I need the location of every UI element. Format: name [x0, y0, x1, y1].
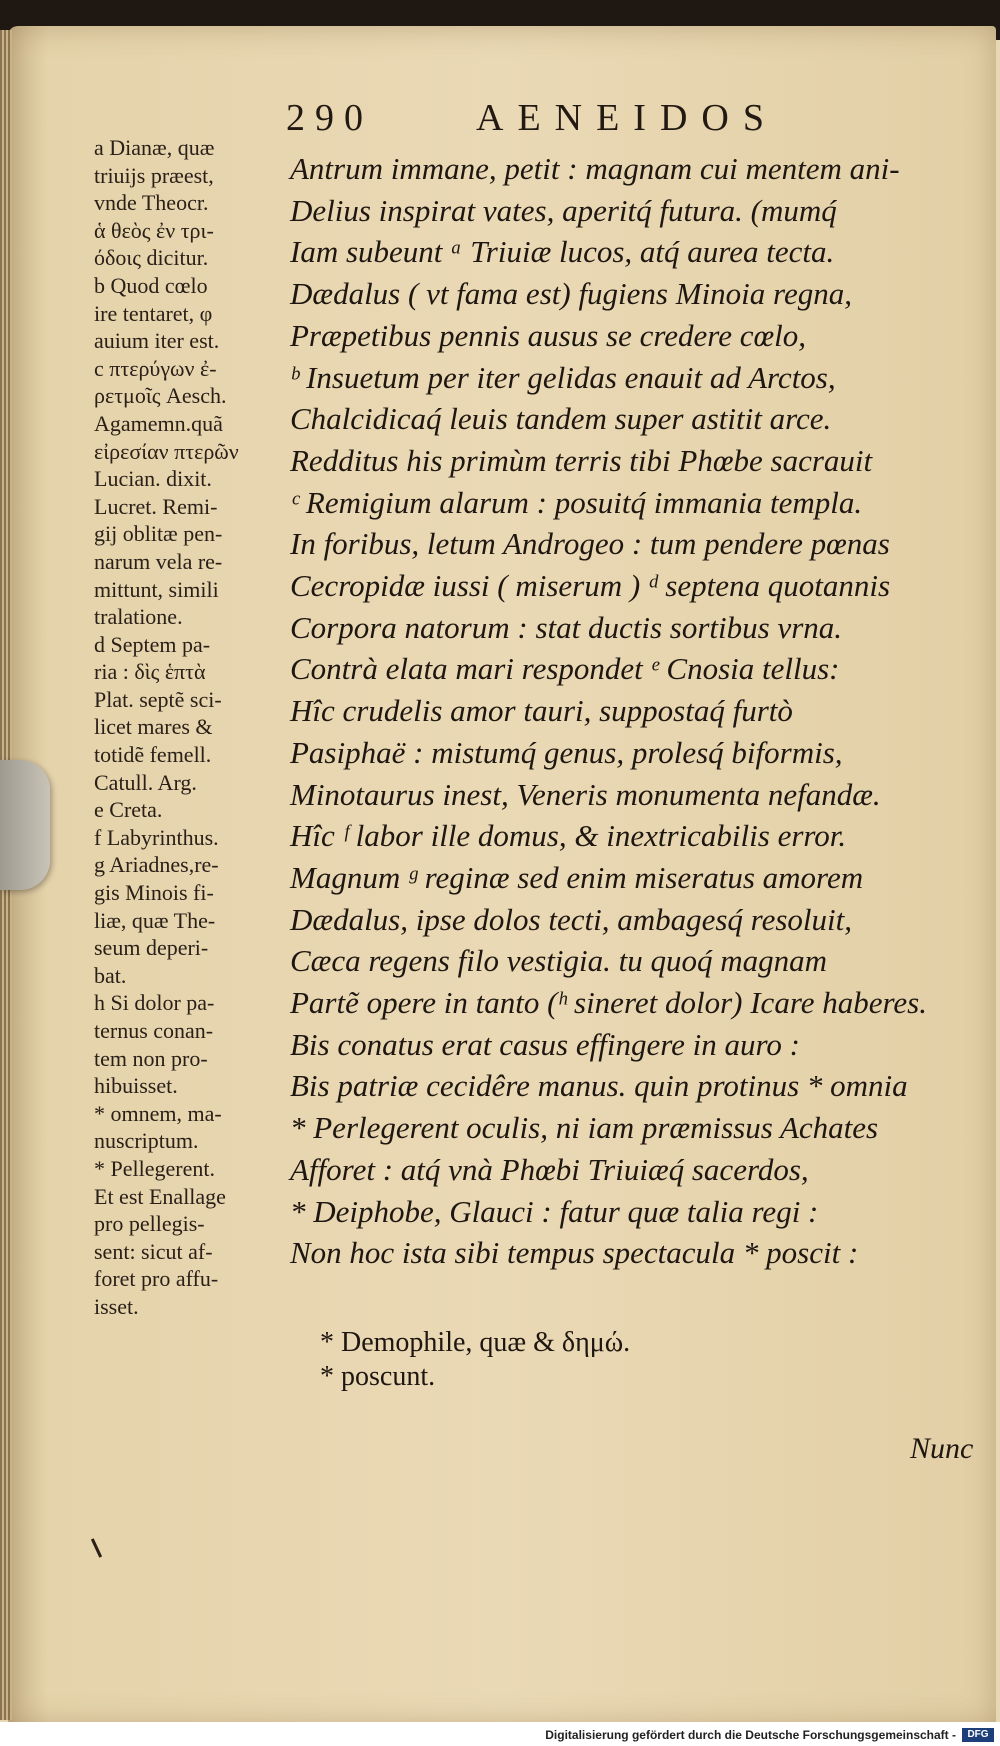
verse-line: Dædalus, ipse dolos tecti, ambagesq́ resoluit, — [290, 901, 852, 937]
page-clip-tab — [0, 760, 50, 890]
verse-line: Præpetibus pennis ausus se credere cœlo, — [290, 317, 807, 353]
margin-note-line: c πτερύγων ἐ- — [94, 355, 217, 381]
catchword: Nunc — [910, 1432, 974, 1465]
verse-line: ᶜ Remigium alarum : posuitq́ immania templa. — [290, 484, 863, 520]
margin-note-line: seum deperi- — [94, 935, 209, 961]
page-number: 290 — [286, 97, 373, 139]
verse-line: Redditus his primùm terris tibi Phœbe sacrauit — [290, 442, 873, 478]
page-header — [286, 96, 846, 140]
footer-credit: Digitalisierung gefördert durch die Deutsche Forschungsgemeinschaft - — [545, 1728, 956, 1742]
margin-note-line: tralatione. — [94, 604, 183, 630]
verse-line: Afforet : atq́ vnà Phœbi Triuiæq́ sacerdos, — [290, 1151, 809, 1187]
margin-note-line: Catull. Arg. — [94, 769, 197, 795]
footnotes — [320, 1326, 880, 1394]
margin-note-line: liæ, quæ The- — [94, 907, 216, 933]
verse-text — [290, 148, 990, 1274]
verse-line: Chalcidicaq́ leuis tandem super astitit arce. — [290, 401, 832, 437]
verse-line: * Perlegerent oculis, ni iam præmissus Achates — [290, 1110, 879, 1146]
verse-line: Bis conatus erat casus effingere in auro : — [290, 1026, 801, 1062]
margin-note-line: totidẽ femell. — [94, 742, 212, 768]
footer-bar — [0, 1722, 1000, 1746]
margin-note-line: όδοις dicitur. — [94, 245, 209, 271]
verse-line: * Deiphobe, Glauci : fatur quæ talia regi : — [290, 1193, 819, 1229]
margin-note-line: narum vela re- — [94, 548, 223, 574]
verse-line: Minotaurus inest, Veneris monumenta nefandæ. — [290, 776, 881, 812]
verse-line: Contrà elata mari respondet ᵉ Cnosia tellus: — [290, 651, 840, 687]
running-title: AENEIDOS — [476, 97, 778, 139]
margin-note-line: * Pellegerent. — [94, 1155, 215, 1181]
margin-note-line: Plat. septẽ sci- — [94, 686, 222, 712]
verse-line: Dædalus ( vt fama est) fugiens Minoia regna, — [290, 276, 852, 312]
margin-note-line: vnde Theocr. — [94, 190, 209, 216]
margin-note-line: ire tentaret, φ — [94, 300, 213, 326]
margin-note-line: Agamemn.quã — [94, 410, 223, 436]
margin-note-line: ria : δὶς ἑπτὰ — [94, 659, 206, 685]
margin-note-line: isset. — [94, 1293, 139, 1319]
verse-line: Non hoc ista sibi tempus spectacula * poscit : — [290, 1235, 859, 1271]
margin-note-line: d Septem pa- — [94, 631, 211, 657]
verse-line: Bis patriæ cecidêre manus. quin protinus * omnia — [290, 1068, 908, 1104]
margin-note-line: sent: sicut af- — [94, 1238, 213, 1264]
margin-note-line: licet mares & — [94, 714, 213, 740]
margin-note-line: ternus conan- — [94, 1018, 214, 1043]
verse-line: Iam subeunt ᵃ Triuiæ lucos, atq́ aurea tecta. — [290, 234, 835, 270]
margin-note-line: bat. — [94, 962, 127, 988]
margin-note-line: ρετμοῖς Aesch. — [94, 383, 227, 409]
verse-line: Cecropidæ iussi ( miserum ) ᵈ septena quotannis — [290, 568, 891, 604]
margin-note-line: εἰρεσίαν πτερῶν — [94, 438, 239, 464]
margin-note-line: e Creta. — [94, 797, 163, 823]
verse-line: Partẽ opere in tanto (ʰ sineret dolor) Icare haberes. — [290, 985, 927, 1021]
margin-note-line: ἁ θεὸς ἐν τρι- — [94, 217, 214, 243]
margin-note-line: foret pro affu- — [94, 1266, 219, 1292]
verse-line: Antrum immane, petit : magnam cui mentem ani- — [290, 151, 900, 186]
verse-line: In foribus, letum Androgeo : tum pendere pœnas — [290, 526, 890, 562]
margin-note-line: Et est Enallage — [94, 1183, 226, 1209]
margin-note-line: g Ariadnes,re- — [94, 852, 219, 878]
verse-line: Cæca regens filo vestigia. tu quoq́ magnam — [290, 943, 828, 979]
margin-note-line: Lucian. dixit. — [94, 466, 212, 492]
margin-note-line: f Labyrinthus. — [94, 824, 219, 850]
margin-note-line: tem non pro- — [94, 1045, 208, 1071]
margin-notes — [94, 134, 284, 1321]
footnote-line: * Demophile, quæ & δημώ. — [320, 1327, 631, 1358]
margin-note-line: mittunt, simili — [94, 576, 219, 602]
margin-note-line: Lucret. Remi- — [94, 493, 218, 519]
dfg-logo: DFG — [962, 1728, 994, 1742]
verse-line: Hîc crudelis amor tauri, suppostaq́ furtò — [290, 693, 793, 729]
margin-note-line: nuscriptum. — [94, 1128, 199, 1154]
margin-note-line: h Si dolor pa- — [94, 990, 215, 1016]
margin-note-line: auium iter est. — [94, 328, 220, 354]
margin-note-line: hibuisset. — [94, 1073, 178, 1099]
verse-line: Pasiphaë : mistumq́ genus, prolesq́ biformis, — [290, 734, 843, 770]
verse-line: Corpora natorum : stat ductis sortibus vrna. — [290, 609, 843, 645]
margin-note-line: b Quod cœlo — [94, 272, 208, 298]
margin-note-line: pro pellegis- — [94, 1211, 205, 1237]
margin-note-line: triuijs præest, — [94, 162, 214, 188]
margin-note-line: a Dianæ, quæ — [94, 135, 215, 160]
margin-note-line: gis Minois fi- — [94, 880, 214, 906]
verse-line: Hîc ᶠ labor ille domus, & inextricabilis error. — [290, 818, 847, 854]
verse-line: Magnum ᵍ reginæ sed enim miseratus amorem — [290, 859, 864, 895]
margin-note-line: * omnem, ma- — [94, 1100, 222, 1126]
verse-line: Delius inspirat vates, aperitq́ futura. (mumq́ — [290, 192, 837, 228]
footnote-line: * poscunt. — [320, 1361, 436, 1392]
margin-note-line: gij oblitæ pen- — [94, 521, 223, 547]
verse-line: ᵇ Insuetum per iter gelidas enauit ad Arctos, — [290, 359, 836, 395]
